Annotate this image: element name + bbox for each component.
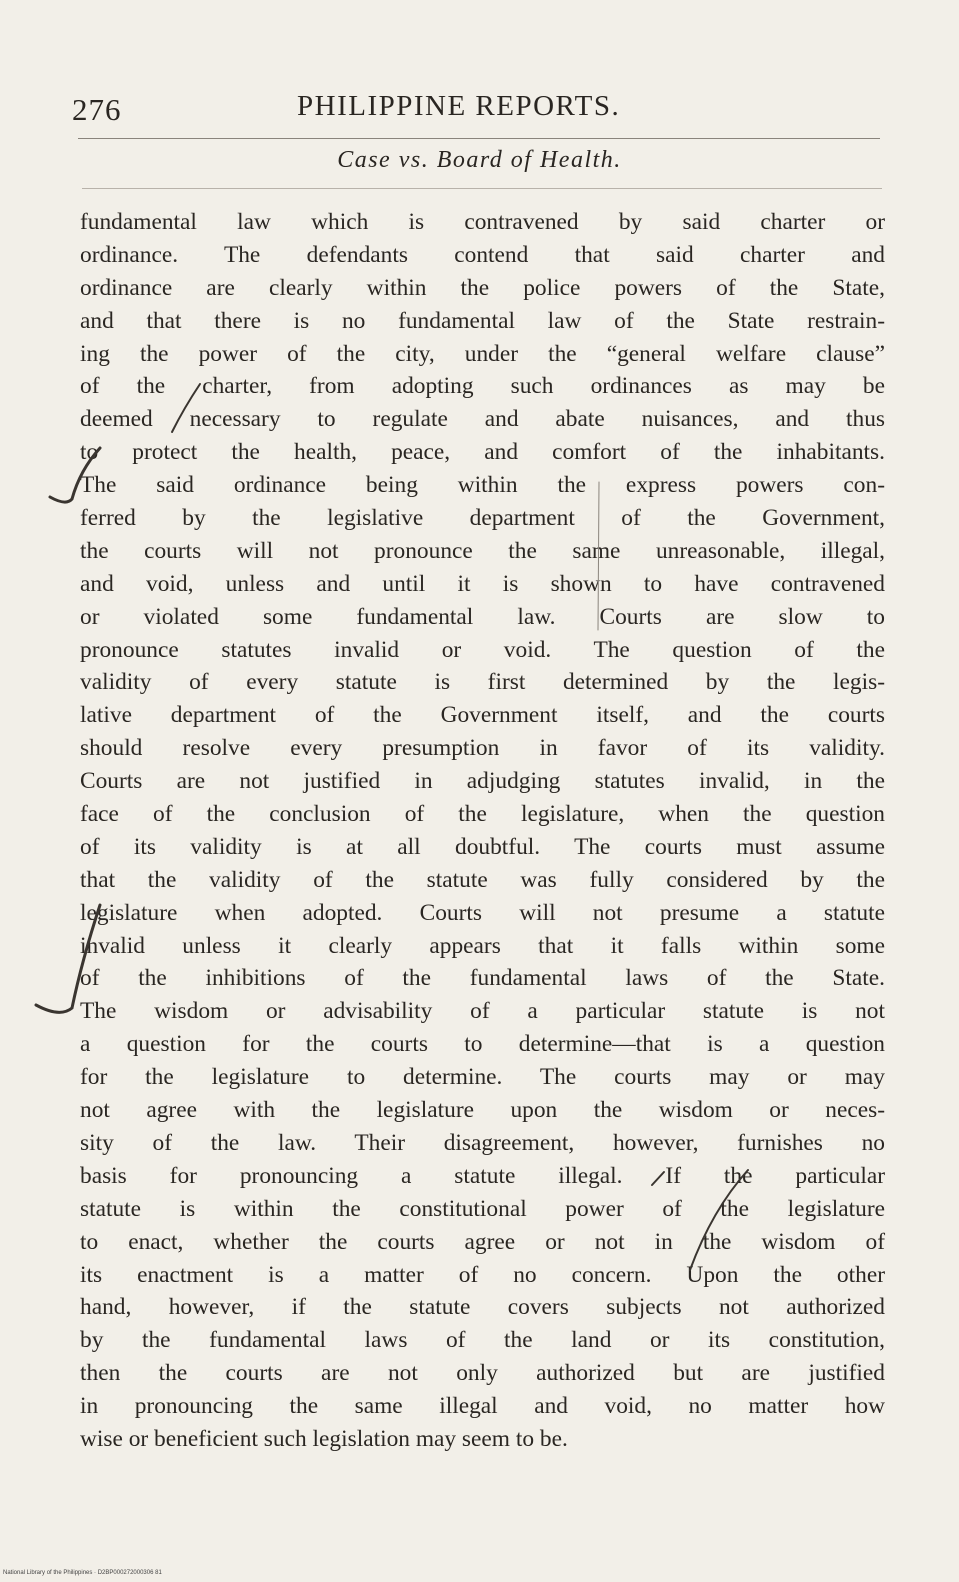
check-mark xyxy=(50,448,100,502)
case-caption: Case vs. Board of Health. xyxy=(337,147,622,173)
scan-footer: National Library of the Philippines · D2BP000272000306 81 xyxy=(3,1570,162,1576)
pencil-slash xyxy=(690,1170,748,1270)
text-line: The said ordinance being within the express powers con- xyxy=(80,472,885,499)
text-line: for the legislature to determine. The courts may or may xyxy=(80,1064,885,1091)
text-line: ing the power of the city, under the “general welfare clause” xyxy=(80,340,885,367)
text-line: should resolve every presumption in favor of its validity. xyxy=(80,735,885,762)
text-line: wise or beneficient such legislation may seem to be. xyxy=(80,1425,568,1452)
text-line: ordinance. The defendants contend that said charter and xyxy=(80,241,885,268)
check-mark xyxy=(36,905,100,1012)
text-line: hand, however, if the statute covers subjects not authorized xyxy=(80,1294,885,1321)
text-line: deemed necessary to regulate and abate nuisances, and thus xyxy=(80,406,885,433)
text-line: that the validity of the statute was fully considered by the xyxy=(80,866,885,893)
text-line: the courts will not pronounce the same unreasonable, illegal, xyxy=(80,537,885,564)
text-line: fundamental law which is contravened by said charter or xyxy=(80,209,885,235)
text-line: invalid unless it clearly appears that it falls within some xyxy=(80,932,885,959)
text-line: a question for the courts to determine—that is a question xyxy=(80,1031,885,1058)
text-line: face of the conclusion of the legislature, when the question xyxy=(80,801,885,828)
text-line: or violated some fundamental law. Courts are slow to xyxy=(80,603,885,630)
text-line: ferred by the legislative department of the Government, xyxy=(80,505,885,532)
pencil-slash xyxy=(652,1172,664,1185)
text-line: pronounce statutes invalid or void. The question of the xyxy=(80,636,885,663)
text-line: to protect the health, peace, and comfort of the inhabitants. xyxy=(80,439,885,466)
text-line: statute is within the constitutional power of the legislature xyxy=(80,1195,885,1222)
text-line: and that there is no fundamental law of the State restrain- xyxy=(80,307,885,334)
page-number: 276 xyxy=(72,92,122,127)
text-line: its enactment is a matter of no concern. Upon the other xyxy=(80,1261,885,1288)
text-line: validity of every statute is first determined by the legis- xyxy=(80,669,885,696)
text-line: not agree with the legislature upon the wisdom or neces- xyxy=(80,1097,885,1124)
pencil-bar xyxy=(598,482,599,630)
text-line: The wisdom or advisability of a particular statute is not xyxy=(80,998,885,1025)
text-line: in pronouncing the same illegal and void, no matter how xyxy=(80,1393,885,1420)
text-line: basis for pronouncing a statute illegal. If the particular xyxy=(80,1162,885,1189)
text-line: of the charter, from adopting such ordinances as may be xyxy=(80,373,885,400)
text-line: and void, unless and until it is shown to have contravened xyxy=(80,570,885,597)
text-line: of the inhibitions of the fundamental laws of the State. xyxy=(80,965,885,992)
text-line: then the courts are not only authorized but are justified xyxy=(80,1360,885,1387)
text-line: legislature when adopted. Courts will not presume a statute xyxy=(80,899,885,926)
text-line: to enact, whether the courts agree or not in the wisdom of xyxy=(80,1228,885,1255)
text-line: Courts are not justified in adjudging statutes invalid, in the xyxy=(80,768,885,795)
text-line: by the fundamental laws of the land or its constitution, xyxy=(80,1327,885,1354)
running-title: PHILIPPINE REPORTS. xyxy=(297,90,621,122)
text-line: ordinance are clearly within the police powers of the State, xyxy=(80,274,885,301)
text-line: sity of the law. Their disagreement, however, furnishes no xyxy=(80,1129,885,1156)
pencil-slash xyxy=(172,384,200,432)
text-line: lative department of the Government itself, and the courts xyxy=(80,702,885,729)
text-line: of its validity is at all doubtful. The courts must assume xyxy=(80,833,885,860)
